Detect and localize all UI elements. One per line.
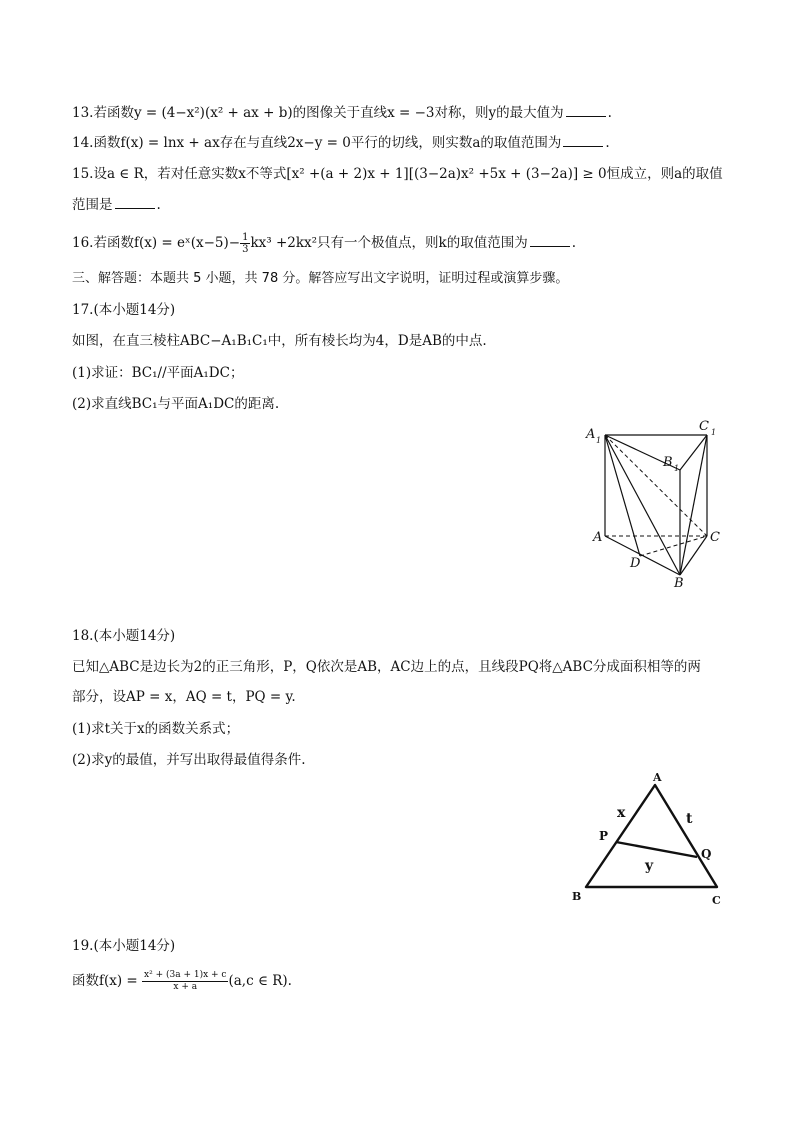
fraction-denominator: x + a <box>173 982 198 992</box>
question-17-header: 17.(本小题14分) <box>72 302 176 318</box>
fraction-numerator: x² + (3a + 1)x + c <box>144 970 227 980</box>
prism-figure <box>580 418 730 593</box>
question-15-continuation: 范围是 <box>72 197 113 213</box>
answer-blank <box>530 234 570 247</box>
label-A: A <box>593 530 603 545</box>
period: . <box>571 235 577 251</box>
period: . <box>156 197 161 213</box>
question-18-part2: (2)求y的最值，并写出取得最值得条件. <box>72 752 306 768</box>
label-y: y <box>645 858 654 874</box>
period: . <box>607 105 612 121</box>
fraction-numerator: 1 <box>242 232 249 243</box>
triangle-figure <box>565 768 730 908</box>
question-15-line1 <box>72 165 723 183</box>
answer-blank <box>115 196 155 209</box>
label-A1: A <box>586 427 596 442</box>
label-C1: C <box>699 419 709 434</box>
question-17-stem: 如图，在直三棱柱ABC−A₁B₁C₁中，所有棱长均为4，D是AB的中点. <box>72 333 487 349</box>
question-18-part1: (1)求t关于x的函数关系式； <box>72 721 240 737</box>
fraction <box>240 232 250 255</box>
question-13 <box>72 104 612 122</box>
label-B1-subscript: 1 <box>674 464 680 473</box>
section-heading: 三、解答题：本题共 5 小题，共 78 分。解答应写出文字说明，证明过程或演算步骤。 <box>72 271 569 286</box>
label-P: P <box>599 829 609 843</box>
question-17-part1: (1)求证：BC₁//平面A₁DC； <box>72 365 244 381</box>
label-Q: Q <box>701 847 712 861</box>
label-B: B <box>572 890 582 903</box>
label-t: t <box>686 811 693 827</box>
question-17-part2: (2)求直线BC₁与平面A₁DC的距离. <box>72 396 280 412</box>
label-A1-subscript: 1 <box>596 436 602 445</box>
question-14-text: 14.函数f(x) = lnx + ax存在与直线2x−y = 0平行的切线，则实数a的取值范围为 <box>72 135 562 151</box>
label-A: A <box>653 771 662 784</box>
question-18-stem-line1: 已知△ABC是边长为2的正三角形，P，Q依次是AB，AC边上的点，且线段PQ将△ABC分成面积相等的两 <box>72 659 701 675</box>
label-x: x <box>617 805 626 821</box>
fraction-denominator: 3 <box>242 244 249 255</box>
question-15-text: 15.设a ∈ R，若对任意实数x不等式[x² +(a + 2)x + 1][(3−2a)x² +5x + (3−2a)] ≥ 0恒成立，则a的取值 <box>72 166 723 182</box>
label-B1: B <box>663 455 673 470</box>
question-19-stem <box>72 970 292 993</box>
question-16 <box>72 232 576 255</box>
question-16-text-pre: 16.若函数f(x) = eˣ(x−5)− <box>72 235 241 251</box>
question-18-stem-line2: 部分，设AP = x，AQ = t，PQ = y. <box>72 689 296 705</box>
fraction <box>142 970 228 993</box>
label-B: B <box>674 576 684 591</box>
question-14 <box>72 134 610 152</box>
label-D: D <box>630 556 641 571</box>
question-18-header: 18.(本小题14分) <box>72 628 176 644</box>
label-C: C <box>710 530 720 545</box>
period: . <box>605 135 610 151</box>
question-13-text: 13.若函数y = (4−x²)(x² + ax + b)的图像关于直线x = −3对称，则y的最大值为 <box>72 105 564 121</box>
function-domain: (a,c ∈ R). <box>228 973 292 989</box>
question-16-text-post: kx³ +2kx²只有一个极值点，则k的取值范围为 <box>250 235 528 251</box>
label-C: C <box>712 894 721 907</box>
answer-blank <box>566 104 606 117</box>
function-label: 函数f(x) = <box>72 973 138 989</box>
answer-blank <box>563 134 603 147</box>
label-C1-subscript: 1 <box>711 428 717 437</box>
question-19-header: 19.(本小题14分) <box>72 938 176 954</box>
question-15-line2 <box>72 196 161 214</box>
